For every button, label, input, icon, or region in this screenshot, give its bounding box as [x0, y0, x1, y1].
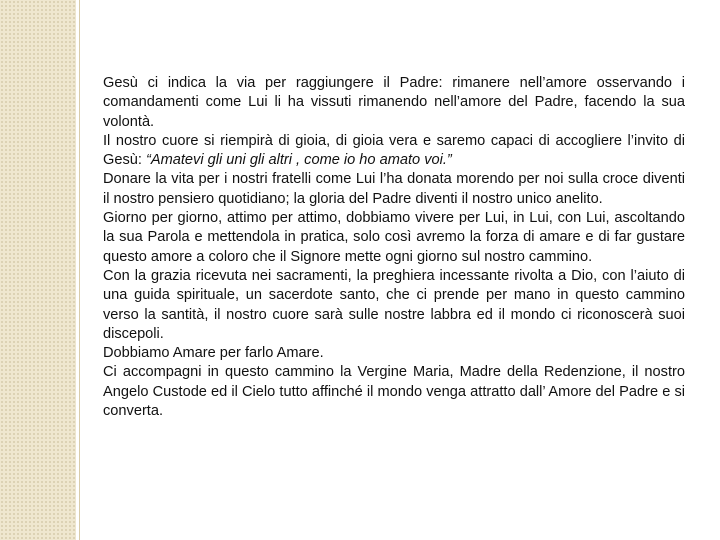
paragraph-3: Donare la vita per i nostri fratelli come Lui l’ha donata morendo per noi sulla croce diventi il nostro pensiero quotidiano; la gloria del Padre diventi il nostro unico anelito. — [103, 171, 685, 207]
paragraph-1: Gesù ci indica la via per raggiungere il Padre: rimanere nell’amore osservando i comandamenti come Lui li ha vissuti rimanendo nell’amore del Padre, facendo la sua volontà. — [103, 75, 685, 130]
paragraph-2 — [103, 132, 685, 171]
paragraph-5: Con la grazia ricevuta nei sacramenti, la preghiera incessante rivolta a Dio, con l’aiuto di una guida spirituale, un sacerdote santo, che ci prende per mano in questo cammino verso la santità, il nostro cuore sarà sulle nostre labbra ed il mondo ci riconoscerà suoi discepoli. — [103, 267, 685, 342]
side-divider-line — [79, 0, 80, 540]
paragraph-6: Dobbiamo Amare per farlo Amare. — [103, 345, 324, 362]
jesus-quote: “Amatevi gli uni gli altri , come io ho amato voi.” — [146, 152, 452, 169]
paragraph-7: Ci accompagni in questo cammino la Vergine Maria, Madre della Redenzione, il nostro Angelo Custode ed il Cielo tutto affinché il mondo venga attratto dall’ Amore del Padre e si converta. — [103, 364, 685, 420]
body-text — [103, 74, 685, 421]
paragraph-4: Giorno per giorno, attimo per attimo, dobbiamo vivere per Lui, in Lui, con Lui, ascoltando la sua Parola e mettendola in pratica, solo così avremo la forza di amare e di far gustare questo amore a coloro che il Signore mette ogni giorno sul nostro cammino. — [103, 210, 685, 265]
paragraph-2-text: Il nostro cuore si riempirà di gioia, di gioia vera e saremo capaci di accogliere l’invito di Gesù: — [103, 132, 685, 169]
decorative-side-band — [0, 0, 76, 540]
